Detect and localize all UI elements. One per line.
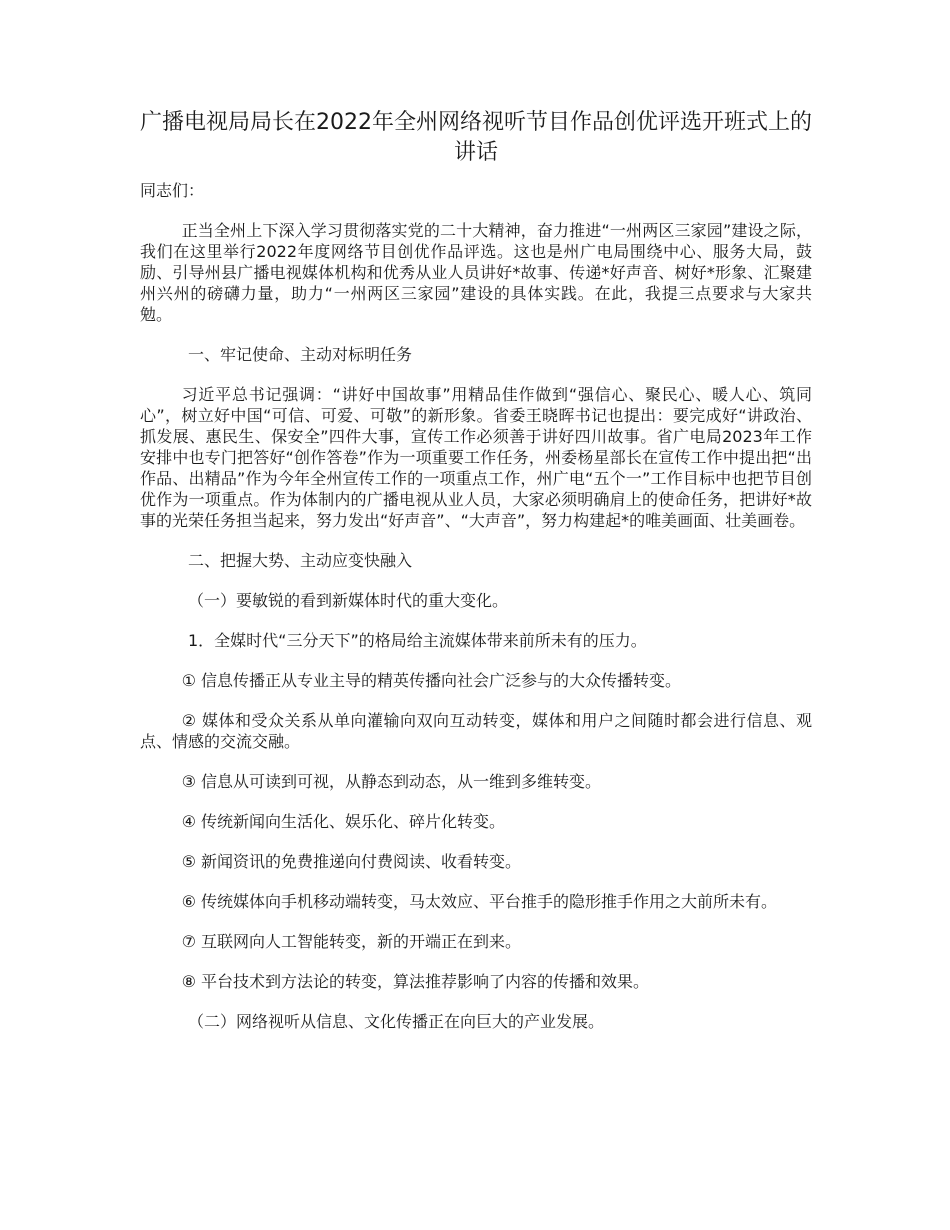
list-heading-1: 1．全媒时代“三分天下”的格局给主流媒体带来前所未有的压力。: [188, 631, 647, 650]
list-item-6: ⑥ 传统媒体向手机移动端转变，马太效应、平台推手的隐形推手作用之大前所未有。: [181, 892, 778, 911]
list-item-2: ② 媒体和受众关系从单向灌输向双向互动转变，媒体和用户之间随时都会进行信息、观点、情感的交流交融。: [140, 711, 812, 751]
list-item-4: ④ 传统新闻向生活化、娱乐化、碎片化转变。: [181, 812, 506, 831]
section-heading-1: 一、牢记使命、主动对标明任务: [188, 345, 413, 364]
salutation: 同志们：: [140, 181, 205, 200]
list-item-1: ① 信息传播正从专业主导的精英传播向社会广泛参与的大众传播转变。: [181, 671, 682, 690]
document-title: 广播电视局局长在2022年全州网络视听节目作品创优评选开班式上的讲话: [140, 110, 812, 165]
subsection-heading-2: （二）网络视听从信息、文化传播正在向巨大的产业发展。: [188, 1012, 605, 1031]
list-item-7: ⑦ 互联网向人工智能转变，新的开端正在到来。: [181, 932, 522, 951]
list-item-5: ⑤ 新闻资讯的免费推递向付费阅读、收看转变。: [181, 852, 522, 871]
list-item-8: ⑧ 平台技术到方法论的转变，算法推荐影响了内容的传播和效果。: [181, 972, 650, 991]
paragraph-intro: 正当全州上下深入学习贯彻落实党的二十大精神，奋力推进“一州两区三家园”建设之际，我们在这里举行2022年度网络节目创优作品评选。这也是州广电局围绕中心、服务大局，鼓励、引导州县广播电视媒体机构和优秀从业人员讲好*故事、传递*好声音、树好*形象、汇聚建州兴州的磅礴力量，助力“一州两区三家园”建设的具体实践。在此，我提三点要求与大家共勉。: [140, 221, 812, 324]
document-page: [140, 108, 812, 1051]
list-item-3: ③ 信息从可读到可视，从静态到动态，从一维到多维转变。: [181, 772, 602, 791]
section-heading-2: 二、把握大势、主动应变快融入: [188, 551, 413, 570]
subsection-heading-1: （一）要敏锐的看到新媒体时代的重大变化。: [188, 591, 509, 610]
paragraph-section-1: 习近平总书记强调：“讲好中国故事”用精品佳作做到“强信心、聚民心、暖人心、筑同心”，树立好中国“可信、可爱、可敬”的新形象。省委王晓晖书记也提出：要完成好“讲政治、抓发展、惠民生、保安全”四件大事，宣传工作必须善于讲好四川故事。省广电局2023年工作安排中也专门把答好“创作答卷”作为一项重要工作任务，州委杨星部长在宣传工作中提出把“出作品、出精品”作为今年全州宣传工作的一项重点工作，州广电“五个一”工作目标中也把节目创优作为一项重点。作为体制内的广播电视从业人员，大家必须明确肩上的使命任务，把讲好*故事的光荣任务担当起来，努力发出“好声音”、“大声音”，努力构建起*的唯美画面、壮美画卷。: [140, 385, 812, 530]
